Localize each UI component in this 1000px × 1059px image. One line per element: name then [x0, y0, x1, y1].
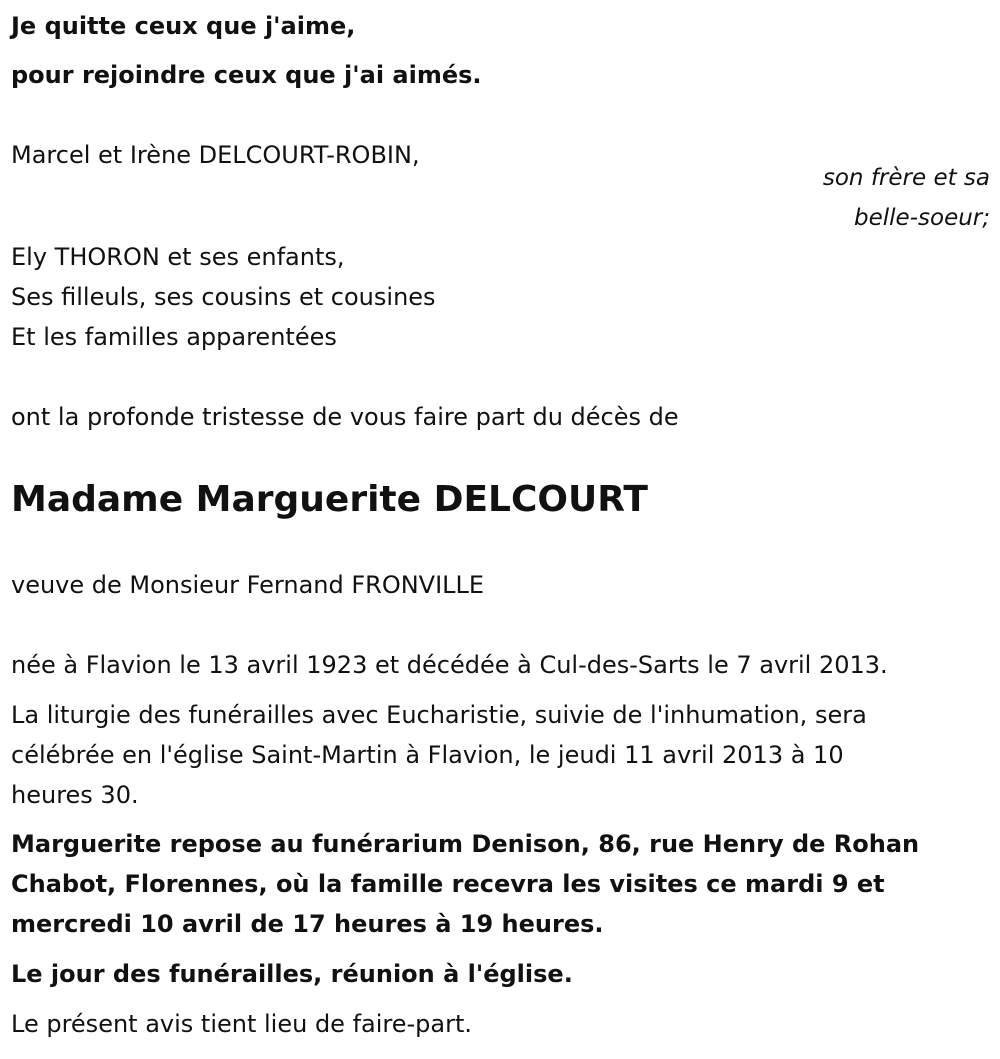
birth-death: née à Flavion le 13 avril 1923 et décédée à Cul-des-Sarts le 7 avril 2013. [11, 651, 888, 679]
deceased-name: Madame Marguerite DELCOURT [11, 479, 648, 520]
liturgy-line-3: heures 30. [11, 781, 139, 809]
brother-relation-line-2: belle-soeur; [854, 205, 990, 231]
family-brother: Marcel et Irène DELCOURT-ROBIN, [11, 141, 420, 169]
rest-line-3: mercredi 10 avril de 17 heures à 19 heures. [11, 910, 604, 938]
announcement: ont la profonde tristesse de vous faire part du décès de [11, 403, 679, 431]
rest-line-2: Chabot, Florennes, où la famille recevra les visites ce mardi 9 et [11, 870, 885, 898]
family-related: Et les familles apparentées [11, 323, 337, 351]
family-godchildren: Ses filleuls, ses cousins et cousines [11, 283, 436, 311]
liturgy-line-1: La liturgie des funérailles avec Eucharistie, suivie de l'inhumation, sera [11, 701, 867, 729]
rest-line-1: Marguerite repose au funérarium Denison, 86, rue Henry de Rohan [11, 830, 920, 858]
widow-of: veuve de Monsieur Fernand FRONVILLE [11, 571, 485, 599]
funeral-meeting: Le jour des funérailles, réunion à l'église. [11, 960, 573, 988]
brother-relation-line-1: son frère et sa [822, 165, 990, 191]
notice: Le présent avis tient lieu de faire-part. [11, 1010, 473, 1038]
liturgy-line-2: célébrée en l'église Saint-Martin à Flavion, le jeudi 11 avril 2013 à 10 [11, 741, 844, 769]
family-thoron: Ely THORON et ses enfants, [11, 243, 345, 271]
epitaph-line-1: Je quitte ceux que j'aime, [11, 12, 356, 40]
epitaph-line-2: pour rejoindre ceux que j'ai aimés. [11, 61, 482, 89]
